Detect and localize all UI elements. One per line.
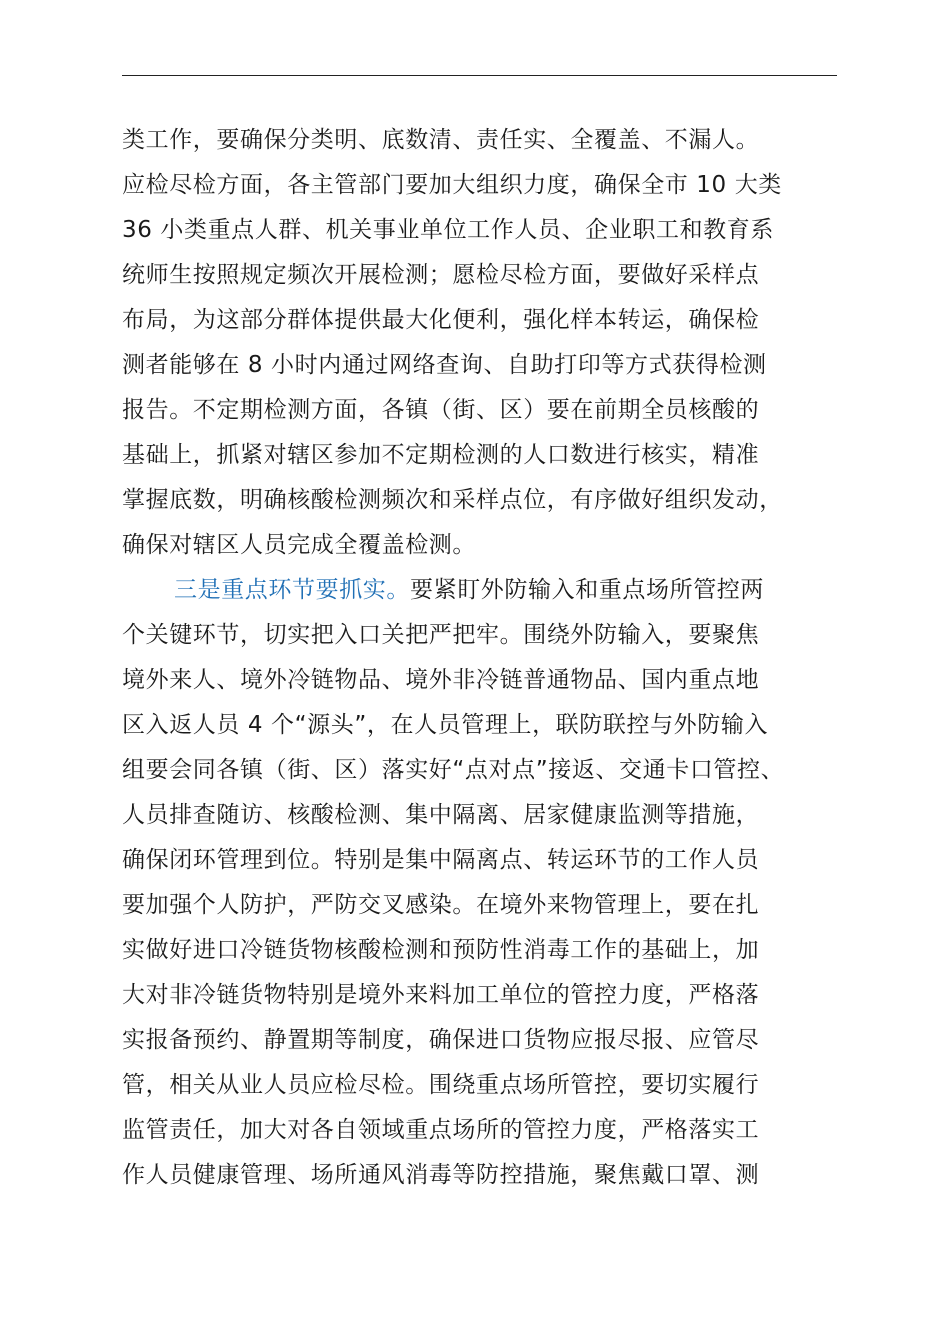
text-line: 监管责任，加大对各自领域重点场所的管控力度，严格落实工 — [122, 1117, 760, 1143]
paragraph-first-line — [122, 568, 842, 613]
text-line: 基础上，抓紧对辖区参加不定期检测的人口数进行核实，精准 — [122, 442, 760, 468]
text-line: 实报备预约、静置期等制度，确保进口货物应报尽报、应管尽 — [122, 1027, 760, 1053]
text-line: 测者能够在 8 小时内通过网络查询、自助打印等方式获得检测 — [122, 352, 767, 378]
text-run: 要紧盯外防输入和重点场所管控两 — [410, 577, 764, 603]
text-line: 报告。不定期检测方面，各镇（街、区）要在前期全员核酸的 — [122, 397, 760, 423]
text-line: 确保闭环管理到位。特别是集中隔离点、转运环节的工作人员 — [122, 847, 760, 873]
text-line: 区入返人员 4 个“源头”，在人员管理上，联防联控与外防输入 — [122, 712, 769, 738]
text-line: 境外来人、境外冷链物品、境外非冷链普通物品、国内重点地 — [122, 667, 760, 693]
text-line: 管，相关从业人员应检尽检。围绕重点场所管控，要切实履行 — [122, 1072, 760, 1098]
text-line: 作人员健康管理、场所通风消毒等防控措施，聚焦戴口罩、测 — [122, 1162, 760, 1188]
section-heading: 三是重点环节要抓实。 — [174, 577, 410, 603]
text-line: 大对非冷链货物特别是境外来料加工单位的管控力度，严格落 — [122, 982, 760, 1008]
document-body — [122, 118, 842, 1198]
text-line: 统师生按照规定频次开展检测；愿检尽检方面，要做好采样点 — [122, 262, 760, 288]
text-line: 人员排查随访、核酸检测、集中隔离、居家健康监测等措施， — [122, 802, 760, 828]
text-line: 类工作，要确保分类明、底数清、责任实、全覆盖、不漏人。 — [122, 127, 760, 153]
header-rule — [122, 75, 837, 76]
text-line: 36 小类重点人群、机关事业单位工作人员、企业职工和教育系 — [122, 217, 774, 243]
text-line: 实做好进口冷链货物核酸检测和预防性消毒工作的基础上，加 — [122, 937, 760, 963]
text-line: 组要会同各镇（街、区）落实好“点对点”接返、交通卡口管控、 — [122, 757, 785, 783]
text-line: 要加强个人防护，严防交叉感染。在境外来物管理上，要在扎 — [122, 892, 760, 918]
text-line: 掌握底数，明确核酸检测频次和采样点位，有序做好组织发动， — [122, 487, 783, 513]
text-line: 应检尽检方面，各主管部门要加大组织力度，确保全市 10 大类 — [122, 172, 782, 198]
text-line: 确保对辖区人员完成全覆盖检测。 — [122, 532, 476, 558]
paragraph-1 — [122, 118, 842, 568]
text-line: 布局，为这部分群体提供最大化便利，强化样本转运，确保检 — [122, 307, 760, 333]
text-line: 个关键环节，切实把入口关把严把牢。围绕外防输入，要聚焦 — [122, 622, 760, 648]
paragraph-2 — [122, 568, 842, 1198]
